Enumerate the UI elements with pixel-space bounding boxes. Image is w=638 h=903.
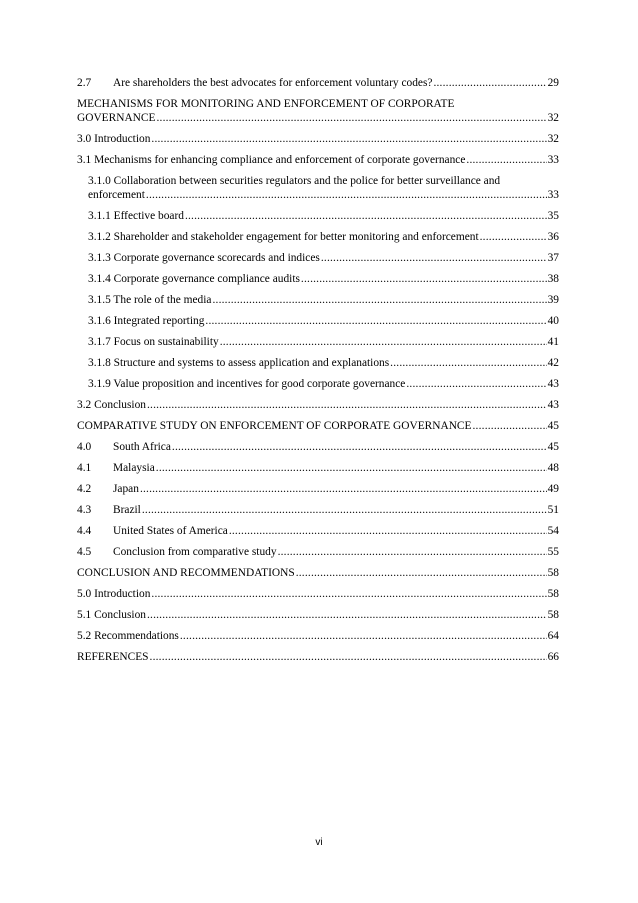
toc-entry-title: 3.1.4 Corporate governance compliance audits — [88, 273, 300, 285]
toc-leader-dots — [220, 335, 547, 349]
toc-entry — [77, 566, 559, 580]
toc-entry-title: 3.1.1 Effective board — [88, 210, 184, 222]
toc-entry — [77, 335, 559, 349]
toc-leader-dots — [140, 482, 547, 496]
toc-entry-page: 58 — [547, 567, 559, 579]
toc-entry-title: 3.1.6 Integrated reporting — [88, 315, 205, 327]
toc-entry-page: 42 — [547, 357, 559, 369]
toc-entry-title: REFERENCES — [77, 651, 149, 663]
toc-entry-number: 4.0 — [77, 441, 92, 453]
toc-entry-title: 3.1.0 Collaboration between securities regulators and the police for better surveillance and — [88, 175, 501, 187]
toc-entry-page: 43 — [547, 378, 559, 390]
toc-entry-number: 4.5 — [77, 546, 92, 558]
toc-entry-title: Are shareholders the best advocates for enforcement voluntary codes? — [113, 77, 433, 89]
toc-entry-page: 58 — [547, 609, 559, 621]
toc-leader-dots — [147, 398, 547, 412]
toc-entry-title: 5.2 Recommendations — [77, 630, 179, 642]
toc-entry-number: 4.1 — [77, 462, 92, 474]
toc-entry-page: 48 — [547, 462, 559, 474]
toc-leader-dots — [296, 566, 547, 580]
toc-entry-page: 33 — [547, 154, 559, 166]
toc-entry — [77, 97, 559, 125]
toc-entry-title-continued: GOVERNANCE — [77, 112, 156, 124]
toc-entry — [77, 440, 559, 454]
toc-entry — [77, 377, 559, 391]
toc-leader-dots — [480, 230, 547, 244]
toc-entry-title: Brazil — [113, 504, 141, 516]
toc-entry-page: 32 — [547, 133, 559, 145]
toc-entry-page: 45 — [547, 420, 559, 432]
toc-leader-dots — [180, 629, 547, 643]
toc-entry — [77, 314, 559, 328]
toc-entry — [77, 174, 559, 202]
toc-entry-title: CONCLUSION AND RECOMMENDATIONS — [77, 567, 295, 579]
toc-entry-page: 43 — [547, 399, 559, 411]
toc-entry-title: 3.1.2 Shareholder and stakeholder engagement for better monitoring and enforcement — [88, 231, 479, 243]
toc-entry-number: 4.2 — [77, 483, 92, 495]
toc-entry — [77, 132, 559, 146]
toc-entry — [77, 650, 559, 664]
toc-leader-dots — [433, 76, 546, 90]
toc-leader-dots — [390, 356, 546, 370]
toc-entry-page: 64 — [547, 630, 559, 642]
toc-entry-title: South Africa — [113, 441, 171, 453]
toc-entry — [77, 293, 559, 307]
toc-leader-dots — [151, 132, 546, 146]
toc-leader-dots — [321, 251, 547, 265]
toc-leader-dots — [406, 377, 546, 391]
toc-entry — [77, 153, 559, 167]
toc-entry — [77, 356, 559, 370]
toc-entry-page: 36 — [547, 231, 559, 243]
toc-entry-page: 55 — [547, 546, 559, 558]
toc-leader-dots — [156, 461, 547, 475]
toc-entry — [77, 461, 559, 475]
toc-entry-title: 3.1.7 Focus on sustainability — [88, 336, 219, 348]
toc-entry-title: 3.1.3 Corporate governance scorecards and indices — [88, 252, 320, 264]
toc-entry — [77, 419, 559, 433]
toc-leader-dots — [466, 153, 546, 167]
toc-entry — [77, 272, 559, 286]
toc-entry — [77, 608, 559, 622]
toc-leader-dots — [142, 503, 547, 517]
toc-leader-dots — [205, 314, 546, 328]
toc-entry-number: 4.4 — [77, 525, 92, 537]
toc-entry-title: 5.1 Conclusion — [77, 609, 146, 621]
toc-leader-dots — [229, 524, 547, 538]
toc-entry-title: 5.0 Introduction — [77, 588, 151, 600]
toc-entry — [77, 545, 559, 559]
toc-entry-page: 35 — [547, 210, 559, 222]
toc-leader-dots — [147, 608, 547, 622]
toc-entry-page: 40 — [547, 315, 559, 327]
toc-entry-page: 32 — [547, 112, 559, 124]
toc-entry — [77, 398, 559, 412]
footer-page-number: vi — [315, 837, 323, 848]
toc-entry-title: Malaysia — [113, 462, 155, 474]
toc-entry-title: Conclusion from comparative study — [113, 546, 277, 558]
toc-entry — [77, 251, 559, 265]
toc-entry-page: 38 — [547, 273, 559, 285]
toc-entry-page: 29 — [547, 77, 559, 89]
toc-entry-title: 3.1.9 Value proposition and incentives for good corporate governance — [88, 378, 406, 390]
toc-entry — [77, 503, 559, 517]
toc-leader-dots — [278, 545, 547, 559]
toc-entry-title: 3.1.8 Structure and systems to assess application and explanations — [88, 357, 390, 369]
toc-entry-title: MECHANISMS FOR MONITORING AND ENFORCEMENT OF CORPORATE — [77, 98, 455, 110]
toc-entry — [77, 524, 559, 538]
toc-leader-dots — [156, 111, 546, 125]
table-of-contents — [77, 76, 559, 664]
toc-entry-page: 41 — [547, 336, 559, 348]
toc-leader-dots — [146, 188, 547, 202]
toc-entry-page: 49 — [547, 483, 559, 495]
toc-entry-page: 33 — [547, 189, 559, 201]
toc-entry-number: 4.3 — [77, 504, 92, 516]
toc-entry-title: United States of America — [113, 525, 228, 537]
toc-entry-page: 51 — [547, 504, 559, 516]
toc-leader-dots — [150, 650, 547, 664]
toc-entry-page: 58 — [547, 588, 559, 600]
toc-leader-dots — [301, 272, 547, 286]
toc-entry-page: 39 — [547, 294, 559, 306]
toc-entry-title: 3.1 Mechanisms for enhancing compliance and enforcement of corporate governance — [77, 154, 466, 166]
toc-entry-title: 3.1.5 The role of the media — [88, 294, 212, 306]
toc-entry-title-continued: enforcement — [88, 189, 145, 201]
toc-entry-title: Japan — [113, 483, 139, 495]
toc-entry-title: 3.2 Conclusion — [77, 399, 146, 411]
toc-entry-page: 37 — [547, 252, 559, 264]
toc-entry-title: 3.0 Introduction — [77, 133, 151, 145]
toc-entry — [77, 629, 559, 643]
toc-entry — [77, 482, 559, 496]
toc-entry-page: 45 — [547, 441, 559, 453]
toc-entry — [77, 230, 559, 244]
toc-entry-page: 54 — [547, 525, 559, 537]
toc-leader-dots — [185, 209, 547, 223]
toc-entry-number: 2.7 — [77, 77, 92, 89]
toc-leader-dots — [212, 293, 546, 307]
toc-entry — [77, 587, 559, 601]
toc-entry-page: 66 — [547, 651, 559, 663]
toc-leader-dots — [172, 440, 547, 454]
toc-entry — [77, 76, 559, 90]
toc-entry-title: COMPARATIVE STUDY ON ENFORCEMENT OF CORPORATE GOVERNANCE — [77, 420, 472, 432]
toc-entry — [77, 209, 559, 223]
toc-leader-dots — [473, 419, 547, 433]
toc-leader-dots — [151, 587, 546, 601]
